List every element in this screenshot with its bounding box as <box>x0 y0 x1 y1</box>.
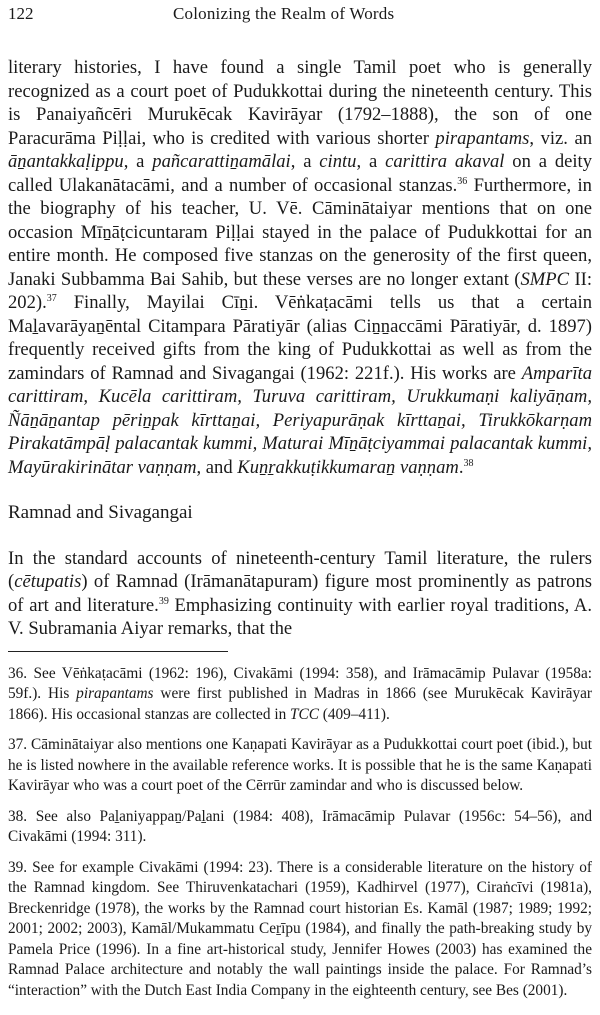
italic-term: pañcarattiṉamālai <box>152 151 291 172</box>
text-run: (409–411). <box>318 705 390 723</box>
paragraph-1 <box>8 56 592 479</box>
text-run: , a <box>123 151 153 172</box>
text-run: literary histories, I have found a single Tamil poet who is generally recognized as a court poet of Pudukkottai during the nineteenth century. This is Panaiyañcēri Murukēcak Kavirāyar (1792–1888), the son of one Paracurāma Piḷḷai, who is credited with various shorter <box>8 57 592 149</box>
text-run: were first published in Madras in 1866 (see Murukēcak Kavirāyar 1866). His occasional stanzas are collected in <box>8 685 592 723</box>
italic-term: cintu <box>319 151 357 172</box>
italic-term: carittira akaval <box>385 151 505 172</box>
italic-term: TCC <box>290 705 319 723</box>
footnote-39: 39. See for example Civakāmi (1994: 23). There is a considerable literature on the history of the Ramnad kingdom. See Thiruvenkatachari (1959), Kadhirvel (1977), Ciraṅcīvi (1981a), Breckenridge (1978), the works by the Ramnad court historian Es. Kamāl (1987; 1989; 1992; 2001; 2002; 2003), Kamāl/Mukammatu Ceṟīpu (1984), and finally the path-breaking study by Pamela Price (1996). In a fine art-historical study, Jennifer Howes (2003) has examined the Ramnad Palace architecture and notably the wall paintings inside the palace. For Ramnad’s “interaction” with the Dutch East India Company in the eighteenth century, see Bes (2001). <box>8 858 592 999</box>
text-run: Furthermore, in the biography of his teacher, U. Vē. Cāminātaiyar mentions that on one occasion Mīṉāṭcicuntaram Piḷḷai stayed in the palace of Pudukkottai for an entire month. He composed five stanzas on the generosity of the first queen, Janaki Subbamma Bai Sahib, but these verses are no longer extant ( <box>8 174 592 290</box>
italic-term: SMPC <box>520 268 570 290</box>
footnote-ref[interactable]: 37 <box>46 293 57 304</box>
text-run: on a deity called Ulakanātacāmi, and a number of occasional stanzas. <box>8 151 593 196</box>
text-run: 36. See Vēṅkaṭacāmi (1962: 196), Civakāmi (1994: 358), and Irāmacāmip Pulavar (1958a: 59f.). His <box>8 664 592 702</box>
text-run: , a <box>356 151 386 172</box>
footnote-ref[interactable]: 36 <box>457 175 468 187</box>
running-header <box>8 4 592 26</box>
text-run: In the standard accounts of nineteenth-century Tamil literature, the rulers ( <box>8 547 592 592</box>
main-text <box>8 56 592 1001</box>
footnote-38: 38. See also Paḻaniyappaṉ/Paḻani (1984: 408), Irāmacāmip Pulavar (1956c: 54–56), and Civakāmi (1994: 311). <box>8 807 592 845</box>
italic-term: cētupatis <box>14 571 82 592</box>
italic-term: Kuṉṟakkuṭikkumaraṉ vaṇṇam <box>237 456 459 478</box>
text-run: Finally, Mayilai Cīṉi. Vēṅkaṭacāmi tells us that a certain Maḻavarāyaṉēntal Citampara Pāratiyār (alias Ciṉṉaccāmi Pāratiyār, d. 1897) frequently received gifts from the king of Pudukkottai as well as from the zamindars of Ramnad and Sivagangai (1962: 221f.). His works are <box>8 292 592 384</box>
footnote-36 <box>8 664 592 726</box>
running-head-title: Colonizing the Realm of Words <box>173 4 395 23</box>
footnote-divider <box>8 651 228 652</box>
italic-term: pirapantams <box>76 685 154 702</box>
text-run: ) of Ramnad (Irāmanātapuram) figure most prominently as patrons of art and literature. <box>8 571 592 616</box>
text-run: . <box>458 456 464 478</box>
text-run: , a <box>290 151 320 172</box>
italic-term: pirapantams <box>435 127 530 149</box>
footnotes <box>8 664 592 1002</box>
footnote-ref[interactable]: 38 <box>463 457 474 469</box>
text-run: , and <box>196 456 238 478</box>
footnote-37: 37. Cāminātaiyar also mentions one Kaṇapati Kavirāyar as a Pudukkottai court poet (ibid.), but he is listed nowhere in the available reference works. It is possible that he is the same Kaṇapati Kavirāyar who was a court poet of the Cērrūr zamindar and who is discussed below. <box>8 736 592 794</box>
text-run: II: 202). <box>8 268 593 313</box>
paragraph-2 <box>8 547 592 641</box>
text-run: Emphasizing continuity with earlier royal traditions, A. V. Subramania Aiyar remarks, that the <box>8 594 592 639</box>
italic-term: Amparīta carittiram, Kucēla carittiram, Turuva carittiram, Urukkumaṇi kaliyāṇam, Ñāṉāṉantap pēriṉpak kīrttaṉai, Periyapurāṇak kīrttaṉai, Tirukkōkarṇam Pirakatāmpāḷ palacantak kummi, Maturai Mīṉāṭciyammai palacantak kummi, Mayūrakirinātar vaṇṇam <box>8 362 592 478</box>
footnote-ref[interactable]: 39 <box>158 595 169 607</box>
italic-term: āṉantakkaḷippu <box>8 151 124 172</box>
section-heading: Ramnad and Sivagangai <box>8 502 193 523</box>
page-number: 122 <box>8 4 34 23</box>
text-run: , viz. an <box>529 127 592 149</box>
